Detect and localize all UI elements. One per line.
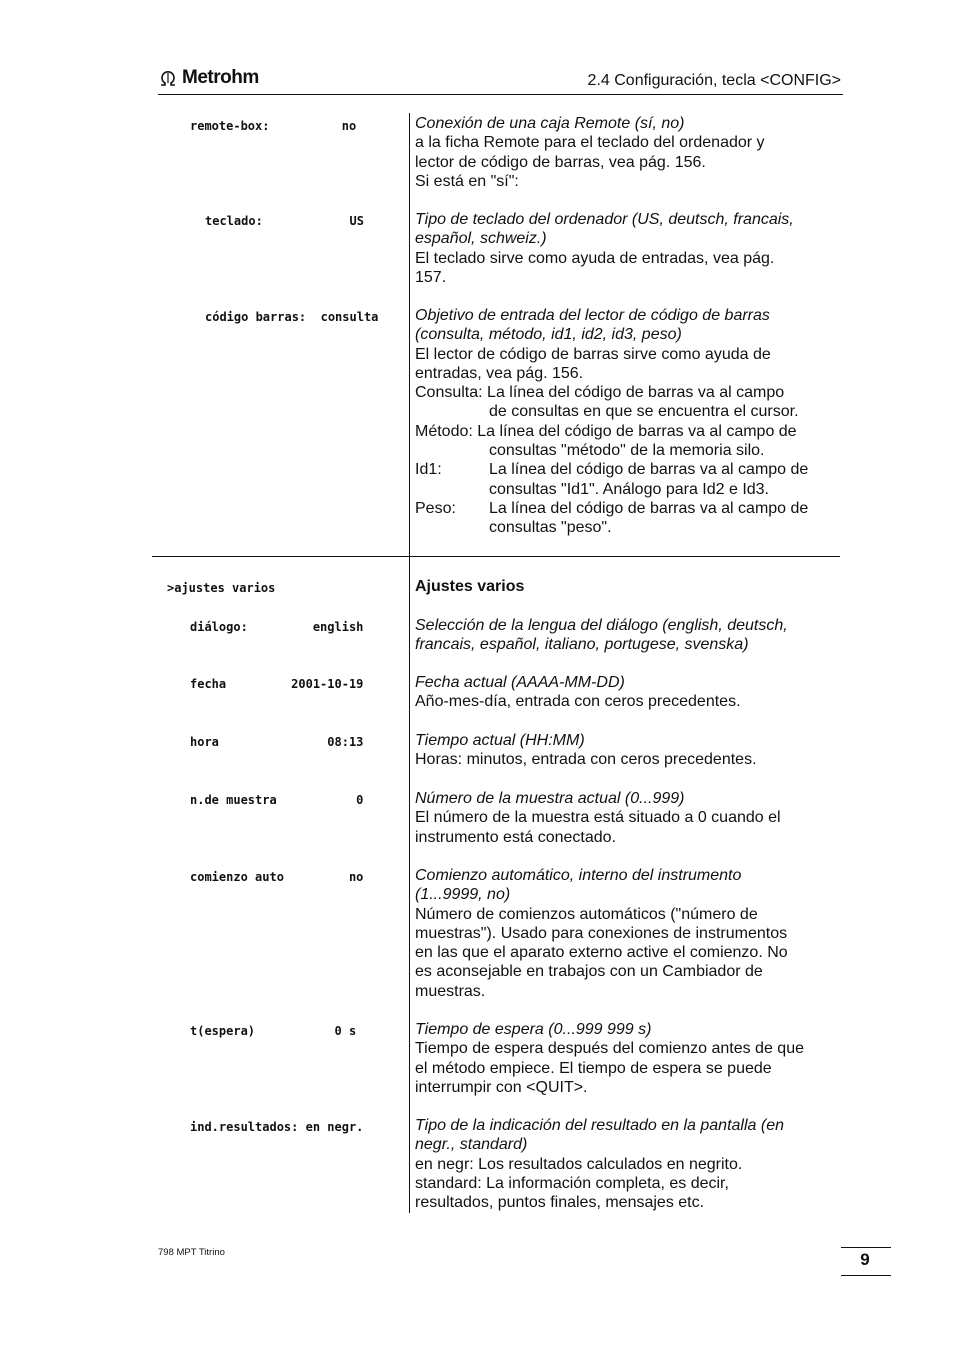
desc-label: Peso: <box>415 499 456 517</box>
desc-line: Si está en "sí": <box>415 172 519 190</box>
desc-line: El número de la muestra está situado a 0 cuando el <box>415 809 781 827</box>
desc-comienzo-auto <box>415 866 840 1001</box>
desc-line: Número de comienzos automáticos ("número de <box>415 905 758 923</box>
desc-fecha <box>415 673 840 712</box>
desc-line: el método empiece. El tiempo de espera se puede <box>415 1059 772 1077</box>
desc-line: Año-mes-día, entrada con ceros precedentes. <box>415 693 741 711</box>
desc-hora <box>415 731 840 770</box>
header-rule <box>158 94 843 95</box>
page-number-rule-bottom <box>841 1275 891 1276</box>
desc-label: Id1: <box>415 461 442 479</box>
desc-line: La línea del código de barras va al campo de <box>489 499 809 517</box>
desc-line: muestras"). Usado para conexiones de instrumentos <box>415 924 788 942</box>
desc-dialogo <box>415 616 840 655</box>
desc-heading: Número de la muestra actual (0...999) <box>415 790 685 807</box>
column-divider <box>409 113 410 1213</box>
brand-name: Metrohm <box>182 67 259 88</box>
desc-line: Tiempo de espera después del comienzo antes de que <box>415 1040 804 1058</box>
page-number-rule-top <box>841 1247 891 1248</box>
desc-heading: (1...9999, no) <box>415 886 511 904</box>
desc-line: muestras. <box>415 982 486 1000</box>
param-ind-resultados: ind.resultados: en negr. <box>190 1120 364 1134</box>
desc-id1-row <box>415 460 840 499</box>
desc-heading: Tiempo actual (HH:MM) <box>415 732 585 749</box>
desc-teclado <box>415 210 840 287</box>
desc-line: consultas "peso". <box>489 519 612 537</box>
section-separator <box>152 556 840 557</box>
footer-model: 798 MPT Titrino <box>158 1247 225 1258</box>
desc-line: consultas "Id1". Análogo para Id2 e Id3. <box>489 480 769 498</box>
desc-line: es aconsejable en trabajos con un Cambiador de <box>415 963 763 981</box>
desc-heading: Objetivo de entrada del lector de código de barras <box>415 307 770 324</box>
desc-heading: negr., standard) <box>415 1136 528 1154</box>
desc-heading: Tiempo de espera (0...999 999 s) <box>415 1021 652 1038</box>
desc-heading: Tipo de teclado del ordenador (US, deutsch, francais, <box>415 211 794 228</box>
desc-hang-text <box>489 460 808 499</box>
param-hora: hora 08:13 <box>190 735 364 749</box>
desc-heading: Tipo de la indicación del resultado en la pantalla (en <box>415 1117 784 1134</box>
desc-ind-resultados <box>415 1116 840 1212</box>
desc-heading: Conexión de una caja Remote (sí, no) <box>415 115 685 132</box>
param-t-espera: t(espera) 0 s <box>190 1024 357 1038</box>
desc-line: El lector de código de barras sirve como ayuda de <box>415 345 771 363</box>
param-teclado: teclado: US <box>205 214 364 228</box>
desc-n-de-muestra <box>415 789 840 847</box>
desc-peso-row <box>415 499 840 538</box>
desc-line: resultados, puntos finales, mensajes etc. <box>415 1194 705 1212</box>
desc-line: La línea del código de barras va al campo de <box>489 461 809 479</box>
metrohm-omega-icon <box>158 68 178 88</box>
desc-heading: (consulta, método, id1, id2, id3, peso) <box>415 326 682 344</box>
param-remote-box: remote-box: no <box>190 119 357 133</box>
desc-codigo-barras <box>415 306 840 538</box>
desc-hang-text <box>489 499 808 538</box>
desc-heading: Selección de la lengua del diálogo (english, deutsch, <box>415 617 788 634</box>
desc-line: standard: La información completa, es decir, <box>415 1174 729 1192</box>
desc-line: a la ficha Remote para el teclado del ordenador y <box>415 134 765 152</box>
desc-remote-box <box>415 114 840 191</box>
desc-line: Consulta: La línea del código de barras va al campo <box>415 384 785 402</box>
desc-t-espera <box>415 1020 840 1097</box>
param-n-de-muestra: n.de muestra 0 <box>190 793 364 807</box>
desc-line: instrumento está conectado. <box>415 828 617 846</box>
brand-logo <box>158 66 259 90</box>
desc-line: 157. <box>415 268 447 286</box>
desc-line: lector de código de barras, vea pág. 156. <box>415 153 706 171</box>
desc-line: de consultas en que se encuentra el cursor. <box>489 403 799 421</box>
desc-heading: español, schweiz.) <box>415 230 547 248</box>
desc-heading: Comienzo automático, interno del instrumento <box>415 867 742 884</box>
param-comienzo-auto: comienzo auto no <box>190 870 364 884</box>
param-ajustes-varios: >ajustes varios <box>167 581 276 595</box>
param-dialogo: diálogo: english <box>190 620 364 634</box>
desc-line: interrumpir con <QUIT>. <box>415 1078 588 1096</box>
desc-line: en las que el aparato externo active el comienzo. No <box>415 944 788 962</box>
desc-line: entradas, vea pág. 156. <box>415 364 584 382</box>
param-codigo-barras: código barras: consulta <box>205 310 379 324</box>
param-fecha: fecha 2001-10-19 <box>190 677 364 691</box>
desc-line: consultas "método" de la memoria silo. <box>489 442 765 460</box>
desc-line: Método: La línea del código de barras va al campo de <box>415 422 797 440</box>
section-title: 2.4 Configuración, tecla <CONFIG> <box>587 72 841 89</box>
desc-heading: francais, español, italiano, portugese, svenska) <box>415 636 749 654</box>
desc-line: El teclado sirve como ayuda de entradas, vea pág. <box>415 249 775 267</box>
desc-line: Horas: minutos, entrada con ceros precedentes. <box>415 751 757 769</box>
desc-heading: Fecha actual (AAAA-MM-DD) <box>415 674 625 691</box>
desc-line: en negr: Los resultados calculados en negrito. <box>415 1155 743 1173</box>
page-number: 9 <box>860 1250 870 1269</box>
section-heading: Ajustes varios <box>415 578 525 595</box>
